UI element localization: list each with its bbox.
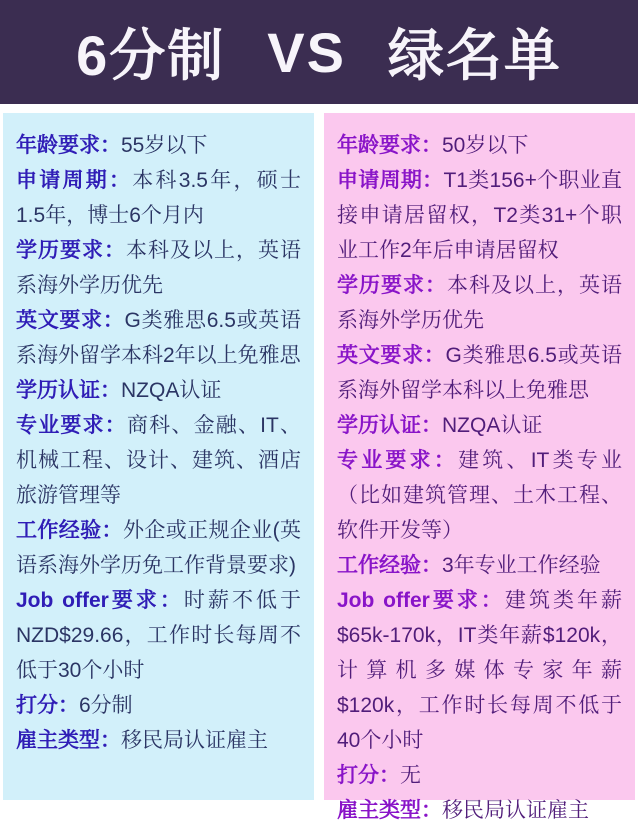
- row-label: 学历要求：: [16, 239, 126, 262]
- row-value: NZQA认证: [442, 414, 543, 437]
- row-credential-assessment: [16, 373, 301, 408]
- row-value: 建筑类年薪$65k-170k，IT类年薪$120k，计算机多媒体专家年薪$120k，工作时长每周不低于40个小时: [337, 589, 622, 752]
- column-six-point-system: [3, 113, 314, 800]
- row-label: 雇主类型：: [337, 799, 442, 822]
- row-english-requirement: [337, 338, 622, 408]
- title-right-scheme: 绿名单: [387, 24, 562, 87]
- row-value: 移民局认证雇主: [442, 799, 589, 822]
- row-value: 3年专业工作经验: [442, 554, 601, 577]
- row-age-requirement: [16, 128, 301, 163]
- row-job-offer-requirement: [16, 583, 301, 688]
- row-employer-type: [337, 793, 622, 828]
- row-label: Job offer要求：: [16, 589, 184, 612]
- row-major-requirement: [337, 443, 622, 548]
- row-application-period: [337, 163, 622, 268]
- comparison-title-banner: [0, 0, 638, 104]
- row-value: NZQA认证: [121, 379, 222, 402]
- row-value: 无: [400, 764, 421, 787]
- row-label: 英文要求：: [337, 344, 446, 367]
- row-scoring: [16, 688, 301, 723]
- row-label: 专业要求：: [16, 414, 127, 437]
- row-label: 年龄要求：: [337, 134, 442, 157]
- row-value: 外企或正规企业(英语系海外学历免工作背景要求): [16, 519, 302, 577]
- row-label: 工作经验：: [337, 554, 442, 577]
- row-work-experience: [16, 513, 301, 583]
- row-scoring: [337, 758, 622, 793]
- row-value: T1类156+个职业直接申请居留权，T2类31+个职业工作2年后申请居留权: [337, 169, 622, 262]
- row-label: 学历认证：: [337, 414, 442, 437]
- row-value: 50岁以下: [442, 134, 529, 157]
- row-application-period: [16, 163, 301, 233]
- row-job-offer-requirement: [337, 583, 622, 758]
- row-education-requirement: [16, 233, 301, 303]
- row-value: 时薪不低于NZD$29.66，工作时长每周不低于30个小时: [16, 589, 301, 682]
- row-label: 学历要求：: [337, 274, 447, 297]
- row-value: 本科及以上，英语系海外学历优先: [16, 239, 301, 297]
- row-major-requirement: [16, 408, 301, 513]
- row-label: 英文要求：: [16, 309, 125, 332]
- row-label: 申请周期：: [16, 169, 133, 192]
- row-label: 打分：: [337, 764, 400, 787]
- row-value: 55岁以下: [121, 134, 208, 157]
- row-education-requirement: [337, 268, 622, 338]
- row-value: G类雅思6.5或英语系海外留学本科2年以上免雅思: [16, 309, 301, 367]
- row-age-requirement: [337, 128, 622, 163]
- row-label: 雇主类型：: [16, 729, 121, 752]
- row-label: Job offer要求：: [337, 589, 505, 612]
- row-label: 学历认证：: [16, 379, 121, 402]
- row-value: 本科3.5年，硕士1.5年，博士6个月内: [16, 169, 301, 227]
- row-value: 6分制: [79, 694, 133, 717]
- row-work-experience: [337, 548, 622, 583]
- row-english-requirement: [16, 303, 301, 373]
- row-label: 申请周期：: [337, 169, 444, 192]
- row-value: 建筑、IT类专业（比如建筑管理、土木工程、软件开发等）: [337, 449, 622, 542]
- title-left-scheme: 6分制: [76, 24, 226, 87]
- row-employer-type: [16, 723, 301, 758]
- row-label: 年龄要求：: [16, 134, 121, 157]
- row-value: 移民局认证雇主: [121, 729, 268, 752]
- comparison-columns: [0, 104, 638, 822]
- column-green-list: [324, 113, 635, 822]
- row-value: 商科、金融、IT、机械工程、设计、建筑、酒店旅游管理等: [16, 414, 302, 507]
- row-value: G类雅思6.5或英语系海外留学本科以上免雅思: [337, 344, 622, 402]
- title-vs: VS: [267, 20, 346, 84]
- row-label: 专业要求：: [337, 449, 459, 472]
- row-label: 工作经验：: [16, 519, 123, 542]
- row-credential-assessment: [337, 408, 622, 443]
- row-label: 打分：: [16, 694, 79, 717]
- row-value: 本科及以上，英语系海外学历优先: [337, 274, 622, 332]
